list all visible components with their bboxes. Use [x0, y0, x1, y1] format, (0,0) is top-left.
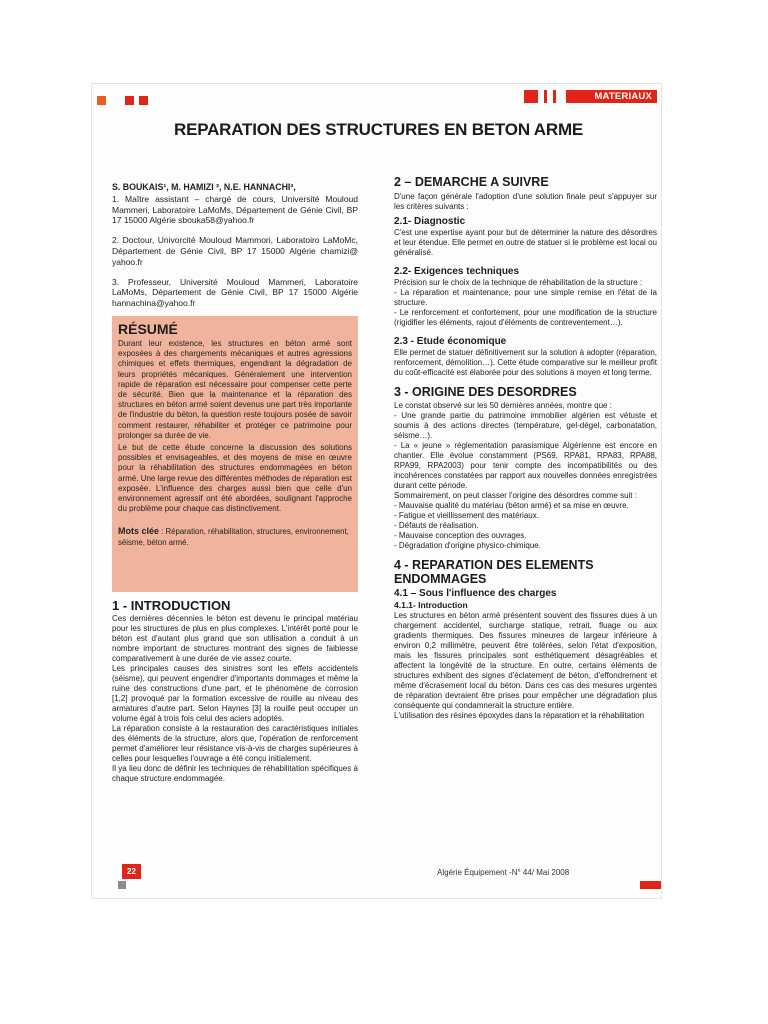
keywords-label: Mots clée	[118, 526, 160, 537]
section-heading-introduction: 1 - INTRODUCTION	[112, 597, 231, 613]
decor-bar	[640, 881, 661, 889]
subsection-heading-charges: 4.1 – Sous l'influence des charges	[394, 588, 557, 599]
journal-footer: Algérie Équipement -N° 44/ Mai 2008	[437, 868, 570, 877]
section-heading-demarche: 2 – DEMARCHE A SUIVRE	[394, 175, 549, 189]
affiliation-2: 2. Doctour, Univorcité Mouloud Mammori, Laboratoiro LaMoMc, Département de Génie Civil, BP 17 15000 Algérie chamizi@ yahoo.fr	[112, 235, 358, 267]
origine-text: Sommairement, on peut classer l'origine des désordres comme suit :	[394, 491, 637, 500]
magazine-page	[92, 84, 661, 898]
demarche-intro: D'une façon générale l'adoption d'une solution finale peut s'appuyer sur les critères suivants :	[394, 191, 657, 211]
section-heading-reparation: 4 - REPARATION DES ELEMENTS ENDOMMAGES	[394, 558, 594, 586]
abstract-paragraph: Le but de cette étude concerne la discussion des solutions possibles et envisageables, et des moyens de mise en œuvre pour la réhabilitation des structures endommagées en béton armé. Une large revue des différentes méthodes de réparation est exposée. L'influence des charges aussi bien que celle d'un environnement agressif ont été abordées, soulignant l'approche du problème pour chaque cas distinctivement.	[118, 443, 352, 514]
decor-square	[125, 96, 134, 105]
subsection-heading-exigences: 2.2- Exigences techniques	[394, 265, 520, 277]
subsection-heading-diagnostic: 2.1- Diagnostic	[394, 215, 466, 227]
exigences-text: Précision sur le choix de la technique de réhabilitation de la structure :	[394, 277, 643, 287]
intro-paragraph: Ces dernières décennies le béton est devenu le principal matériau pour les structures de plus en plus complexes. L'intérêt porté pour le béton est d'autant plus grand que son utilisation a conduit à un nombre important de structures montrant des signes de faiblesse comparativement à une durée de vie assez courte.	[112, 614, 358, 664]
economique-text: Elle permet de statuer définitivement sur la solution à adopter (réparation, renforcement, démolition…). Cette étude comparative sur le meilleur profit du coût-efficacité est élaborée pour des solutions à moyen et long terme.	[394, 347, 657, 377]
intro-paragraph: La réparation consiste à la restauration des caractéristiques initiales des éléments de la structure, alors que, l'opération de renforcement permet d'améliorer leur résistance vis-à-vis de charges supérieures à celles pour lesquelles l'ouvrage a été conçu initialement.	[112, 724, 358, 764]
authors-block	[112, 182, 358, 309]
keywords-text: : Réparation, réhabilitation, structures, environnement, séisme, béton armé.	[118, 527, 349, 547]
abstract-paragraph: Durant leur existence, les structures en béton armé sont exposées à des chargements mécaniques et autres agressions chimiques et effets thermiques, engendrant la dégradation de leurs propriétés mécaniques. Généralement une intervention rapide de réparation est nécessaire pour compenser cette perte de sécurité. Bien que la maintenance et la réparation des structures en béton armé soient devenus une part très importante de l'industrie du béton, la question reste toujours posée de savoir comment restaurer, réhabiliter et protéger ce patrimoine pour prolonger sa durée de vie.	[118, 338, 352, 440]
origine-text: - Une grande partie du patrimoine immobilier algérien est vétuste et soumis à des actions directes (température, gel-dégel, carbonatation, séisme…).	[394, 411, 657, 440]
list-item: - Mauvaise qualité du matériau (béton armé) et sa mise en œuvre.	[394, 501, 629, 510]
reparation-text: Les structures en béton armé présentent souvent des fissures dues à un chargement accidentel, surcharge statique, retrait, fluage ou aux gradients thermiques. Des fissures mineures de largeur inférieure à environ 0,2 millimètre, peuvent être tolérées, selon l'état d'exposition, mais les fissures principales sont esthétiquement désagréables et affectent la longévité de la structure. En outre, certains éléments de structures exhibent des signes d'éclatement de béton, d'effondrement et même d'écrasement local du béton. Dans ces cas des mesures urgentes de réparation devraient être prises pour empêcher une dégradation plus conséquente qui condamnerait la structure entière.	[394, 611, 657, 710]
list-item: - Dégradation d'origine physico-chimique.	[394, 541, 541, 550]
subsection-heading-economique: 2.3 - Etude économique	[394, 335, 507, 347]
section-banner	[566, 90, 657, 103]
right-column	[394, 176, 657, 721]
intro-paragraph: Les principales causes des sinistres sont les effets accidentels (séisme), qui peuvent engendrer d'importants dommages et même la ruine des constructions d'une part, et le phénomène de corrosion [1,2] provoqué par la formation excessive de rouille au niveau des armatures d'autre part. Selon Haynes [3] la rouille peut occuper un volume égal à trois fois celui des aciers adoptés.	[112, 664, 358, 724]
left-column	[112, 182, 358, 784]
origine-text: Le constat observé sur les 50 dernières années, montre que :	[394, 401, 612, 410]
reparation-text: L'utilisation des résines époxydes dans la réparation et la réhabilitation	[394, 711, 645, 720]
abstract-box	[112, 316, 358, 592]
affiliation-1: 1. Maître assistant – chargé de cours, Université Mouloud Mammeri, Laboratoire LaMoMs, Département de Génie Civil, BP 17 15000 Algérie sbouka58@yahoo.fr	[112, 193, 358, 226]
decor-square	[118, 881, 126, 889]
decor-bar	[524, 90, 538, 103]
list-item: - Défauts de réalisation.	[394, 521, 479, 530]
exigences-text: - La réparation et maintenance, pour une simple remise en l'état de la structure.	[394, 287, 657, 307]
decor-bar	[544, 90, 547, 103]
affiliation-3: 3. Professeur, Université Mouloud Mammeri, Laboratoire LaMoMs, Département de Génie Civil, BP 17 15000 Algérie hannachina@yahoo.fr	[112, 276, 358, 309]
intro-paragraph: Il ya lieu donc de définir les techniques de réhabilitation spécifiques à chaque structure endommagée.	[112, 764, 358, 784]
keywords	[118, 526, 352, 547]
page-number: 22	[122, 864, 141, 879]
section-heading-origine: 3 - ORIGINE DES DESORDRES	[394, 384, 577, 399]
section-label: MATERIAUX	[594, 91, 652, 102]
abstract-title: RÉSUMÉ	[118, 320, 178, 337]
decor-square	[97, 96, 106, 105]
list-item: - Mauvaise conception des ouvrages.	[394, 531, 527, 540]
exigences-text: - Le renforcement et confortement, pour une modification de la structure (rigidifier les éléments, rajout d'éléments de contreventement…).	[394, 307, 657, 327]
decor-square	[139, 96, 148, 105]
origine-text: - La « jeune » réglementation parasismique Algérienne est encore en chantier. Elle évolue constamment (PS69, RPA81, RPA83, RPA88, RPA99, RPA2003) pour tenir compte des incompatibilités ou des incohérences constatées par rapport aux nouvelles données enregistrées durant cette période.	[394, 441, 657, 490]
list-item: - Fatigue et vieillissement des matériaux.	[394, 511, 539, 520]
diagnostic-text: C'est une expertise ayant pour but de déterminer la nature des désordres et leur étendue. Elle permet en outre de statuer si le problème est local ou généralisé.	[394, 227, 657, 257]
author-names: S. BOUKAIS¹, M. HAMIZI ², N.E. HANNACHI³,	[112, 182, 296, 192]
decor-bar	[553, 90, 556, 103]
subsubsection-heading-introduction: 4.1.1- Introduction	[394, 600, 468, 610]
article-title: REPARATION DES STRUCTURES EN BETON ARME	[174, 120, 584, 139]
